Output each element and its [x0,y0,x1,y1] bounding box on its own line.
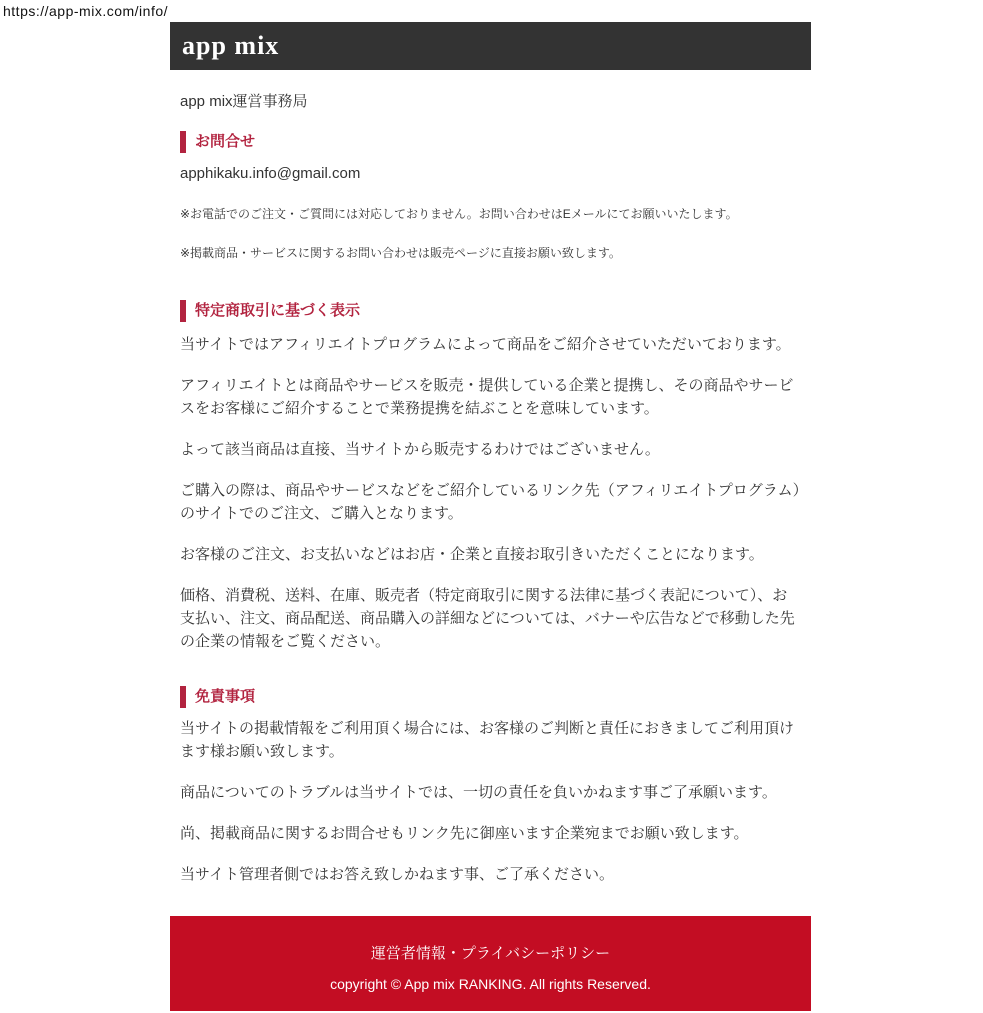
content-column [170,0,811,1011]
contact-note-products: ※掲載商品・サービスに関するお問い合わせは販売ページに直接お願い致します。 [180,246,621,260]
commerce-paragraph: お客様のご注文、お支払いなどはお店・企業と直接お取引きいただくことになります。 [180,546,764,563]
page-url: https://app-mix.com/info/ [3,3,169,19]
contact-note-phone: ※お電話でのご注文・ご質問には対応しておりません。お問い合わせはEメールにてお願いいたします。 [180,207,738,221]
commerce-paragraph: よって該当商品は直接、当サイトから販売するわけではございません。 [180,441,660,458]
disclaimer-paragraph: 尚、掲載商品に関するお問合せもリンク先に御座います企業宛までお願い致します。 [180,825,749,842]
section-title-commerce-disclosure: 特定商取引に基づく表示 [180,300,811,322]
contact-email: apphikaku.info@gmail.com [180,165,361,182]
section-title-contact: お問合せ [180,131,811,153]
commerce-paragraph: 価格、消費税、送料、在庫、販売者（特定商取引に関する法律に基づく表記について）、お支払い、注文、商品配送、商品購入の詳細などについては、バナーや広告などで移動した先の企業の情報をご覧ください。 [180,587,795,650]
footer-copyright: copyright © App mix RANKING. All rights Reserved. [330,976,651,992]
commerce-paragraph: アフィリエイトとは商品やサービスを販売・提供している企業と提携し、その商品やサービスをお客様にご紹介することで業務提携を結ぶことを意味しています。 [180,377,794,417]
site-footer [170,916,811,1011]
commerce-paragraph: 当サイトではアフィリエイトプログラムによって商品をご紹介させていただいております。 [180,336,791,353]
footer-privacy-policy-link[interactable]: 運営者情報・プライバシーポリシー [370,945,611,962]
commerce-paragraph: ご購入の際は、商品やサービスなどをご紹介しているリンク先（アフィリエイトプログラム）のサイトでのご注文、ご購入となります。 [180,482,801,522]
site-header [170,22,811,70]
operator-name: app mix運営事務局 [180,93,308,110]
disclaimer-paragraph: 当サイトの掲載情報をご利用頂く場合には、お客様のご判断と責任におきましてご利用頂けます様お願い致します。 [180,720,794,760]
disclaimer-paragraph: 商品についてのトラブルは当サイトでは、一切の責任を負いかねます事ご了承願います。 [180,784,777,801]
site-logo[interactable]: app mix [182,31,280,60]
section-title-disclaimer: 免責事項 [180,686,811,708]
disclaimer-paragraph: 当サイト管理者側ではお答え致しかねます事、ご了承ください。 [180,866,614,883]
